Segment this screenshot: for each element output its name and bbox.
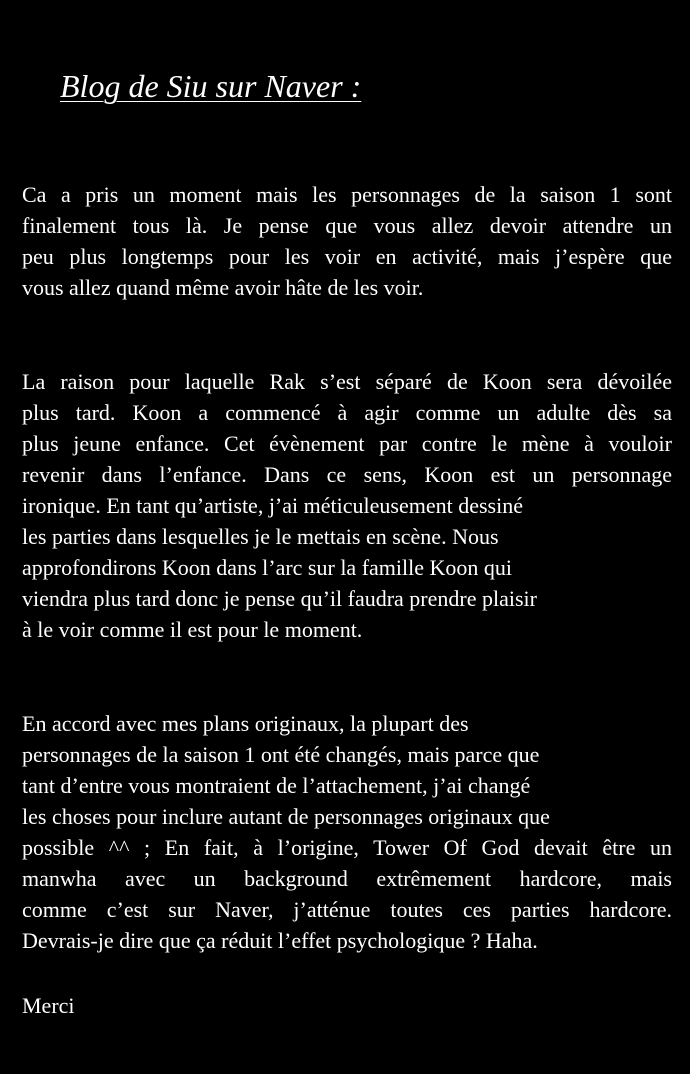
page-title: Blog de Siu sur Naver : (60, 68, 362, 104)
text-line: plus tard. Koon a commencé à agir comme un adulte dès sa (22, 400, 672, 425)
text-line: possible ^^ ; En fait, à l’origine, Tower Of God devait être un (22, 835, 672, 860)
text-line: les choses pour inclure autant de personnages originaux que (22, 804, 550, 829)
text-line: La raison pour laquelle Rak s’est séparé de Koon sera dévoilée (22, 369, 672, 394)
text-line: personnages de la saison 1 ont été changés, mais parce que (22, 742, 540, 767)
paragraph-original-plans (22, 708, 672, 956)
text-line: les parties dans lesquelles je le mettais en scène. Nous (22, 524, 499, 549)
text-line: peu plus longtemps pour les voir en activité, mais j’espère que (22, 244, 672, 269)
text-line: tant d’entre vous montraient de l’attachement, j’ai changé (22, 773, 531, 798)
text-line: à le voir comme il est pour le moment. (22, 617, 363, 642)
text-line: finalement tous là. Je pense que vous allez devoir attendre un (22, 213, 672, 238)
paragraph-rak-and-koon (22, 366, 672, 645)
text-line: ironique. En tant qu’artiste, j’ai méticuleusement dessiné (22, 493, 523, 518)
signature: Merci (22, 993, 75, 1018)
text-line: approfondirons Koon dans l’arc sur la famille Koon qui (22, 555, 512, 580)
text-line: Devrais-je dire que ça réduit l’effet psychologique ? Haha. (22, 928, 538, 953)
text-line: viendra plus tard donc je pense qu’il faudra prendre plaisir (22, 586, 537, 611)
text-line: manwha avec un background extrêmement hardcore, mais (22, 866, 672, 891)
text-line: plus jeune enfance. Cet évènement par contre le mène à vouloir (22, 431, 672, 456)
paragraph-season-characters (22, 179, 672, 303)
text-line: vous allez quand même avoir hâte de les voir. (22, 275, 424, 300)
text-line: revenir dans l’enfance. Dans ce sens, Koon est un personnage (22, 462, 672, 487)
text-line: En accord avec mes plans originaux, la plupart des (22, 711, 469, 736)
text-line: Ca a pris un moment mais les personnages de la saison 1 sont (22, 182, 672, 207)
text-line: comme c’est sur Naver, j’atténue toutes ces parties hardcore. (22, 897, 672, 922)
